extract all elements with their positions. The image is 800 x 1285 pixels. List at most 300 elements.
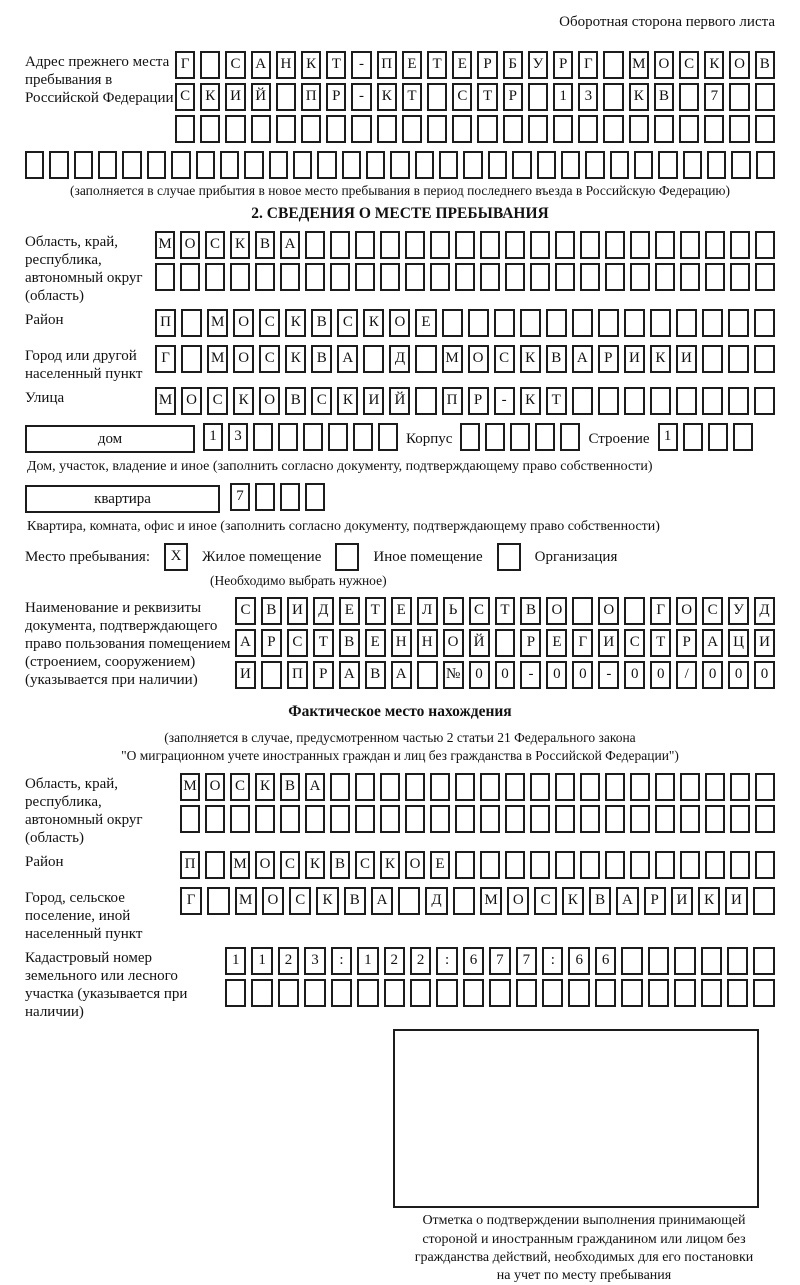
- char-box[interactable]: [520, 309, 541, 337]
- char-box[interactable]: [568, 979, 589, 1007]
- char-box[interactable]: [621, 979, 642, 1007]
- char-box[interactable]: К: [520, 387, 541, 415]
- char-box[interactable]: Т: [402, 83, 422, 111]
- char-box[interactable]: [439, 151, 458, 179]
- char-box[interactable]: О: [389, 309, 410, 337]
- char-box[interactable]: [278, 979, 299, 1007]
- char-box[interactable]: А: [371, 887, 393, 915]
- char-box[interactable]: 0: [495, 661, 516, 689]
- char-box[interactable]: [505, 231, 525, 259]
- char-box[interactable]: А: [337, 345, 358, 373]
- char-box[interactable]: К: [316, 887, 338, 915]
- char-box[interactable]: [430, 805, 450, 833]
- char-box[interactable]: [755, 851, 775, 879]
- char-box[interactable]: К: [305, 851, 325, 879]
- char-box[interactable]: [512, 151, 531, 179]
- char-box[interactable]: Н: [276, 51, 296, 79]
- checkbox-organizatsiya[interactable]: [497, 543, 521, 571]
- char-box[interactable]: [655, 851, 675, 879]
- char-box[interactable]: [330, 773, 350, 801]
- char-box[interactable]: И: [363, 387, 384, 415]
- char-box[interactable]: В: [589, 887, 611, 915]
- char-box[interactable]: [580, 773, 600, 801]
- char-box[interactable]: М: [207, 309, 228, 337]
- char-box[interactable]: [480, 805, 500, 833]
- char-box[interactable]: [480, 231, 500, 259]
- char-box[interactable]: П: [301, 83, 321, 111]
- char-box[interactable]: [505, 851, 525, 879]
- char-box[interactable]: Г: [578, 51, 598, 79]
- char-box[interactable]: М: [180, 773, 200, 801]
- char-box[interactable]: [251, 115, 271, 143]
- char-box[interactable]: [415, 387, 436, 415]
- char-box[interactable]: 6: [568, 947, 589, 975]
- char-box[interactable]: -: [520, 661, 541, 689]
- char-box[interactable]: А: [280, 231, 300, 259]
- char-box[interactable]: [755, 805, 775, 833]
- char-box[interactable]: [595, 979, 616, 1007]
- char-box[interactable]: Е: [339, 597, 360, 625]
- char-box[interactable]: [650, 309, 671, 337]
- char-box[interactable]: [488, 151, 507, 179]
- char-box[interactable]: М: [230, 851, 250, 879]
- char-box[interactable]: М: [442, 345, 463, 373]
- char-box[interactable]: Й: [251, 83, 271, 111]
- char-box[interactable]: [330, 231, 350, 259]
- char-box[interactable]: [171, 151, 190, 179]
- char-box[interactable]: [304, 979, 325, 1007]
- char-box[interactable]: [674, 947, 695, 975]
- char-box[interactable]: [225, 979, 246, 1007]
- char-box[interactable]: [405, 773, 425, 801]
- char-box[interactable]: [477, 115, 497, 143]
- char-box[interactable]: 0: [469, 661, 490, 689]
- char-box[interactable]: [708, 423, 728, 451]
- char-box[interactable]: [180, 263, 200, 291]
- char-box[interactable]: С: [225, 51, 245, 79]
- char-box[interactable]: [755, 263, 775, 291]
- char-box[interactable]: 2: [410, 947, 431, 975]
- char-box[interactable]: [705, 851, 725, 879]
- char-box[interactable]: [585, 151, 604, 179]
- char-box[interactable]: В: [546, 345, 567, 373]
- char-box[interactable]: [755, 115, 775, 143]
- char-box[interactable]: 6: [595, 947, 616, 975]
- char-box[interactable]: [427, 115, 447, 143]
- char-box[interactable]: Т: [365, 597, 386, 625]
- char-box[interactable]: С: [702, 597, 723, 625]
- char-box[interactable]: [326, 115, 346, 143]
- char-box[interactable]: [756, 151, 775, 179]
- char-box[interactable]: С: [289, 887, 311, 915]
- char-box[interactable]: [205, 263, 225, 291]
- char-box[interactable]: [402, 115, 422, 143]
- char-box[interactable]: С: [287, 629, 308, 657]
- char-box[interactable]: Д: [754, 597, 775, 625]
- char-box[interactable]: В: [365, 661, 386, 689]
- char-box[interactable]: Е: [430, 851, 450, 879]
- char-box[interactable]: Р: [553, 51, 573, 79]
- char-box[interactable]: [572, 387, 593, 415]
- char-box[interactable]: П: [442, 387, 463, 415]
- char-box[interactable]: [417, 661, 438, 689]
- char-box[interactable]: [244, 151, 263, 179]
- char-box[interactable]: К: [698, 887, 720, 915]
- char-box[interactable]: [674, 979, 695, 1007]
- char-box[interactable]: [98, 151, 117, 179]
- char-box[interactable]: О: [259, 387, 280, 415]
- char-box[interactable]: [305, 231, 325, 259]
- char-box[interactable]: [655, 805, 675, 833]
- char-box[interactable]: М: [235, 887, 257, 915]
- char-box[interactable]: Д: [425, 887, 447, 915]
- char-box[interactable]: К: [704, 51, 724, 79]
- char-box[interactable]: В: [261, 597, 282, 625]
- char-box[interactable]: И: [624, 345, 645, 373]
- char-box[interactable]: И: [225, 83, 245, 111]
- char-box[interactable]: И: [598, 629, 619, 657]
- char-box[interactable]: [553, 115, 573, 143]
- char-box[interactable]: [630, 773, 650, 801]
- char-box[interactable]: [680, 773, 700, 801]
- char-box[interactable]: [455, 805, 475, 833]
- char-box[interactable]: [317, 151, 336, 179]
- char-box[interactable]: В: [344, 887, 366, 915]
- char-box[interactable]: [731, 151, 750, 179]
- char-box[interactable]: [528, 115, 548, 143]
- char-box[interactable]: [380, 231, 400, 259]
- char-box[interactable]: [680, 231, 700, 259]
- char-box[interactable]: [505, 773, 525, 801]
- char-box[interactable]: [530, 263, 550, 291]
- char-box[interactable]: [355, 773, 375, 801]
- char-box[interactable]: 0: [546, 661, 567, 689]
- char-box[interactable]: О: [443, 629, 464, 657]
- char-box[interactable]: [225, 115, 245, 143]
- char-box[interactable]: А: [616, 887, 638, 915]
- char-box[interactable]: С: [230, 773, 250, 801]
- char-box[interactable]: [578, 115, 598, 143]
- char-box[interactable]: [610, 151, 629, 179]
- char-box[interactable]: А: [305, 773, 325, 801]
- char-box[interactable]: [357, 979, 378, 1007]
- char-box[interactable]: Р: [520, 629, 541, 657]
- char-box[interactable]: [580, 263, 600, 291]
- char-box[interactable]: [730, 851, 750, 879]
- char-box[interactable]: [303, 423, 323, 451]
- char-box[interactable]: 3: [228, 423, 248, 451]
- char-box[interactable]: [415, 151, 434, 179]
- char-box[interactable]: :: [436, 947, 457, 975]
- char-box[interactable]: [405, 263, 425, 291]
- char-box[interactable]: [442, 309, 463, 337]
- char-box[interactable]: Т: [495, 597, 516, 625]
- char-box[interactable]: [355, 805, 375, 833]
- char-box[interactable]: [230, 263, 250, 291]
- char-box[interactable]: Е: [415, 309, 436, 337]
- char-box[interactable]: [655, 263, 675, 291]
- char-box[interactable]: К: [230, 231, 250, 259]
- char-box[interactable]: [754, 309, 775, 337]
- char-box[interactable]: [603, 83, 623, 111]
- char-box[interactable]: К: [301, 51, 321, 79]
- char-box[interactable]: [605, 851, 625, 879]
- char-box[interactable]: [455, 263, 475, 291]
- char-box[interactable]: М: [480, 887, 502, 915]
- char-box[interactable]: [455, 773, 475, 801]
- char-box[interactable]: [380, 805, 400, 833]
- char-box[interactable]: [453, 887, 475, 915]
- char-box[interactable]: [452, 115, 472, 143]
- char-box[interactable]: В: [654, 83, 674, 111]
- char-box[interactable]: [276, 115, 296, 143]
- char-box[interactable]: [705, 805, 725, 833]
- char-box[interactable]: [205, 851, 225, 879]
- char-box[interactable]: [253, 423, 273, 451]
- char-box[interactable]: №: [443, 661, 464, 689]
- char-box[interactable]: [331, 979, 352, 1007]
- char-box[interactable]: [405, 805, 425, 833]
- char-box[interactable]: [701, 947, 722, 975]
- char-box[interactable]: [530, 805, 550, 833]
- char-box[interactable]: О: [233, 309, 254, 337]
- char-box[interactable]: С: [205, 231, 225, 259]
- char-box[interactable]: М: [155, 387, 176, 415]
- char-box[interactable]: И: [235, 661, 256, 689]
- char-box[interactable]: [489, 979, 510, 1007]
- char-box[interactable]: С: [337, 309, 358, 337]
- char-box[interactable]: [603, 51, 623, 79]
- char-box[interactable]: [755, 773, 775, 801]
- char-box[interactable]: -: [351, 51, 371, 79]
- char-box[interactable]: П: [287, 661, 308, 689]
- char-box[interactable]: Г: [180, 887, 202, 915]
- char-box[interactable]: [495, 629, 516, 657]
- char-box[interactable]: О: [729, 51, 749, 79]
- char-box[interactable]: А: [339, 661, 360, 689]
- char-box[interactable]: [537, 151, 556, 179]
- char-box[interactable]: [220, 151, 239, 179]
- char-box[interactable]: [342, 151, 361, 179]
- char-box[interactable]: [580, 231, 600, 259]
- char-box[interactable]: У: [728, 597, 749, 625]
- char-box[interactable]: [430, 773, 450, 801]
- char-box[interactable]: П: [377, 51, 397, 79]
- char-box[interactable]: К: [233, 387, 254, 415]
- char-box[interactable]: Р: [468, 387, 489, 415]
- char-box[interactable]: [196, 151, 215, 179]
- char-box[interactable]: Т: [650, 629, 671, 657]
- char-box[interactable]: С: [280, 851, 300, 879]
- char-box[interactable]: [205, 805, 225, 833]
- char-box[interactable]: [427, 83, 447, 111]
- char-box[interactable]: Ь: [443, 597, 464, 625]
- char-box[interactable]: [655, 773, 675, 801]
- char-box[interactable]: [560, 423, 580, 451]
- char-box[interactable]: [555, 263, 575, 291]
- char-box[interactable]: [535, 423, 555, 451]
- char-box[interactable]: 3: [304, 947, 325, 975]
- char-box[interactable]: [654, 115, 674, 143]
- char-box[interactable]: К: [650, 345, 671, 373]
- char-box[interactable]: К: [562, 887, 584, 915]
- char-box[interactable]: А: [572, 345, 593, 373]
- char-box[interactable]: [580, 805, 600, 833]
- char-box[interactable]: [280, 263, 300, 291]
- char-box[interactable]: Н: [417, 629, 438, 657]
- char-box[interactable]: [701, 979, 722, 1007]
- char-box[interactable]: [676, 387, 697, 415]
- char-box[interactable]: [755, 231, 775, 259]
- char-box[interactable]: [598, 309, 619, 337]
- char-box[interactable]: А: [235, 629, 256, 657]
- char-box[interactable]: О: [507, 887, 529, 915]
- char-box[interactable]: [455, 851, 475, 879]
- char-box[interactable]: [730, 263, 750, 291]
- char-box[interactable]: С: [355, 851, 375, 879]
- char-box[interactable]: Г: [650, 597, 671, 625]
- char-box[interactable]: [384, 979, 405, 1007]
- char-box[interactable]: [415, 345, 436, 373]
- char-box[interactable]: 2: [384, 947, 405, 975]
- char-box[interactable]: [351, 115, 371, 143]
- char-box[interactable]: 7: [489, 947, 510, 975]
- char-box[interactable]: А: [702, 629, 723, 657]
- char-box[interactable]: [546, 309, 567, 337]
- char-box[interactable]: [330, 805, 350, 833]
- char-box[interactable]: [505, 263, 525, 291]
- char-box[interactable]: С: [175, 83, 195, 111]
- char-box[interactable]: [730, 231, 750, 259]
- char-box[interactable]: Е: [452, 51, 472, 79]
- char-box[interactable]: [460, 423, 480, 451]
- char-box[interactable]: Й: [469, 629, 490, 657]
- char-box[interactable]: Б: [503, 51, 523, 79]
- char-box[interactable]: О: [233, 345, 254, 373]
- char-box[interactable]: Т: [313, 629, 334, 657]
- char-box[interactable]: Н: [391, 629, 412, 657]
- char-box[interactable]: [605, 805, 625, 833]
- char-box[interactable]: [730, 805, 750, 833]
- char-box[interactable]: [680, 851, 700, 879]
- char-box[interactable]: [605, 773, 625, 801]
- char-box[interactable]: В: [520, 597, 541, 625]
- char-box[interactable]: О: [180, 231, 200, 259]
- char-box[interactable]: [436, 979, 457, 1007]
- char-box[interactable]: Т: [546, 387, 567, 415]
- char-box[interactable]: О: [676, 597, 697, 625]
- char-box[interactable]: [278, 423, 298, 451]
- char-box[interactable]: [555, 231, 575, 259]
- char-box[interactable]: [704, 115, 724, 143]
- char-box[interactable]: [377, 115, 397, 143]
- char-box[interactable]: 7: [704, 83, 724, 111]
- char-box[interactable]: 2: [278, 947, 299, 975]
- char-box[interactable]: [255, 805, 275, 833]
- char-box[interactable]: 1: [251, 947, 272, 975]
- char-box[interactable]: [753, 979, 774, 1007]
- char-box[interactable]: [503, 115, 523, 143]
- char-box[interactable]: [580, 851, 600, 879]
- char-box[interactable]: И: [287, 597, 308, 625]
- char-box[interactable]: 7: [230, 483, 250, 511]
- char-box[interactable]: С: [494, 345, 515, 373]
- char-box[interactable]: О: [654, 51, 674, 79]
- char-box[interactable]: [621, 947, 642, 975]
- char-box[interactable]: [754, 387, 775, 415]
- char-box[interactable]: У: [528, 51, 548, 79]
- char-box[interactable]: [603, 115, 623, 143]
- char-box[interactable]: [230, 805, 250, 833]
- char-box[interactable]: [180, 805, 200, 833]
- char-box[interactable]: [155, 263, 175, 291]
- char-box[interactable]: [301, 115, 321, 143]
- char-box[interactable]: [624, 309, 645, 337]
- char-box[interactable]: Ц: [728, 629, 749, 657]
- char-box[interactable]: В: [755, 51, 775, 79]
- char-box[interactable]: 3: [578, 83, 598, 111]
- char-box[interactable]: [555, 805, 575, 833]
- char-box[interactable]: В: [311, 345, 332, 373]
- char-box[interactable]: [705, 773, 725, 801]
- char-box[interactable]: [542, 979, 563, 1007]
- char-box[interactable]: [650, 387, 671, 415]
- char-box[interactable]: [353, 423, 373, 451]
- char-box[interactable]: В: [339, 629, 360, 657]
- char-box[interactable]: Й: [389, 387, 410, 415]
- char-box[interactable]: 1: [553, 83, 573, 111]
- char-box[interactable]: 0: [702, 661, 723, 689]
- char-box[interactable]: Г: [175, 51, 195, 79]
- char-box[interactable]: [572, 309, 593, 337]
- char-box[interactable]: Е: [365, 629, 386, 657]
- char-box[interactable]: [480, 263, 500, 291]
- char-box[interactable]: К: [285, 309, 306, 337]
- char-box[interactable]: [630, 851, 650, 879]
- char-box[interactable]: О: [405, 851, 425, 879]
- char-box[interactable]: К: [255, 773, 275, 801]
- char-box[interactable]: К: [285, 345, 306, 373]
- char-box[interactable]: Д: [389, 345, 410, 373]
- char-box[interactable]: Е: [546, 629, 567, 657]
- char-box[interactable]: Р: [313, 661, 334, 689]
- char-box[interactable]: [74, 151, 93, 179]
- char-box[interactable]: [328, 423, 348, 451]
- char-box[interactable]: [530, 773, 550, 801]
- char-box[interactable]: [261, 661, 282, 689]
- char-box[interactable]: 6: [463, 947, 484, 975]
- char-box[interactable]: [485, 423, 505, 451]
- char-box[interactable]: [280, 805, 300, 833]
- char-box[interactable]: [480, 851, 500, 879]
- checkbox-zhiloe[interactable]: X: [164, 543, 188, 571]
- char-box[interactable]: [390, 151, 409, 179]
- char-box[interactable]: С: [311, 387, 332, 415]
- char-box[interactable]: [494, 309, 515, 337]
- char-box[interactable]: 0: [650, 661, 671, 689]
- char-box[interactable]: [755, 83, 775, 111]
- char-box[interactable]: [730, 773, 750, 801]
- char-box[interactable]: [380, 263, 400, 291]
- char-box[interactable]: Р: [598, 345, 619, 373]
- char-box[interactable]: [305, 483, 325, 511]
- char-box[interactable]: [702, 309, 723, 337]
- char-box[interactable]: Е: [402, 51, 422, 79]
- char-box[interactable]: С: [679, 51, 699, 79]
- char-box[interactable]: [648, 947, 669, 975]
- char-box[interactable]: С: [259, 345, 280, 373]
- char-box[interactable]: [276, 83, 296, 111]
